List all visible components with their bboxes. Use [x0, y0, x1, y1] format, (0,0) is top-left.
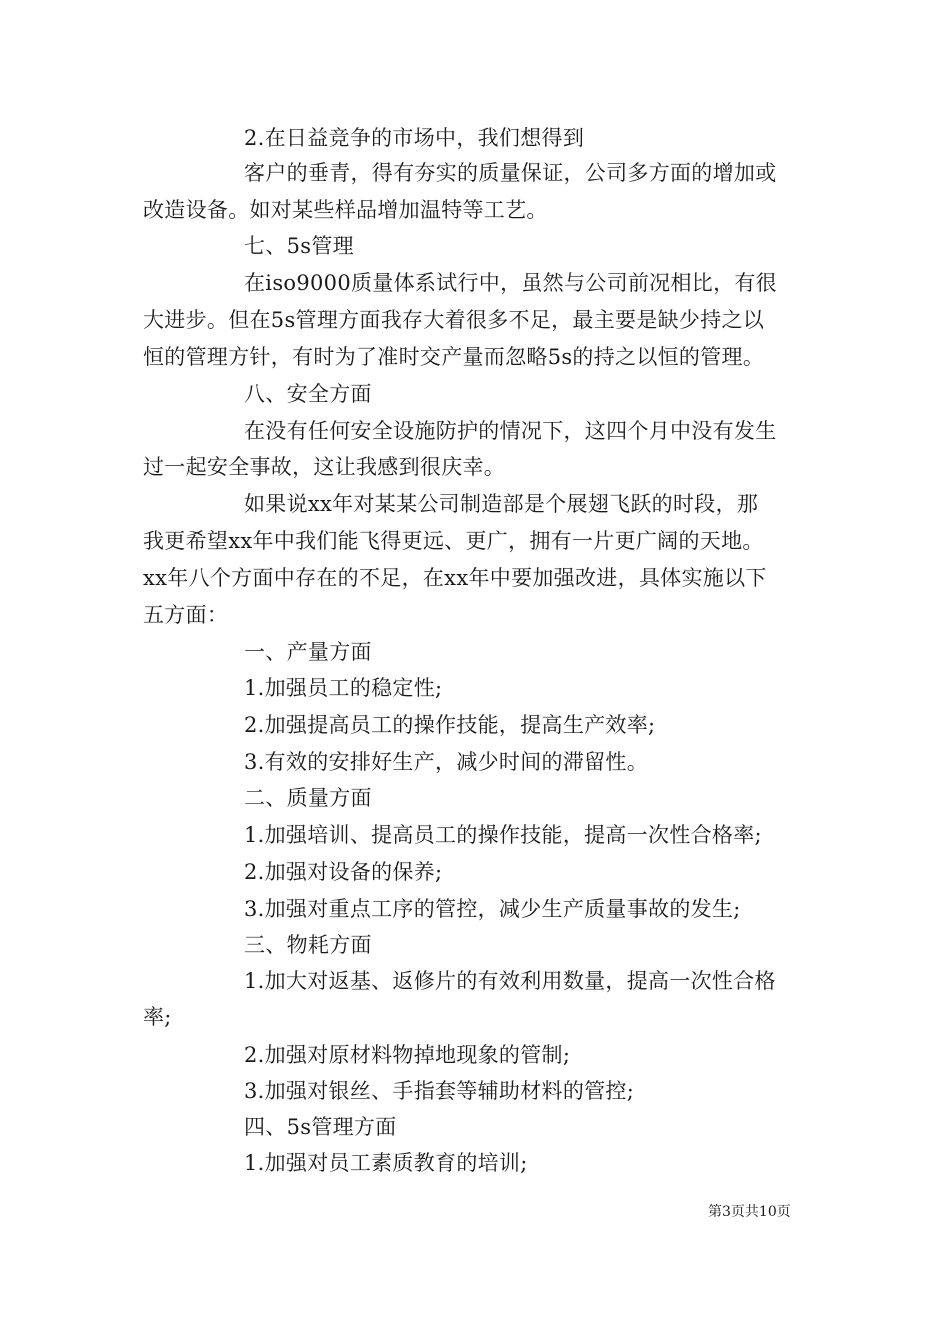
- list-item: 2.加强对原材料物掉地现象的管制;: [244, 1043, 571, 1067]
- paragraph-line: 大进步。但在5s管理方面我存大着很多不足，最主要是缺少持之以: [143, 308, 765, 332]
- list-item: 1.加强对员工素质教育的培训;: [244, 1151, 528, 1175]
- paragraph-line: 改造设备。如对某些样品增加温特等工艺。: [143, 198, 548, 222]
- paragraph-line: 如果说xx年对某某公司制造部是个展翅飞跃的时段，那: [244, 492, 759, 516]
- paragraph-line: 过一起安全事故，这让我感到很庆幸。: [143, 455, 506, 479]
- paragraph-line: 恒的管理方针，有时为了准时交产量而忽略5s的持之以恒的管理。: [143, 345, 765, 369]
- section-heading: 八、安全方面: [244, 382, 372, 406]
- page-number: 第3页共10页: [708, 1204, 791, 1220]
- section-heading: 三、物耗方面: [244, 933, 372, 957]
- paragraph-line: 在iso9000质量体系试行中，虽然与公司前况相比，有很: [244, 271, 777, 295]
- section-heading: 一、产量方面: [244, 640, 372, 664]
- list-item: 1.加强培训、提高员工的操作技能，提高一次性合格率;: [244, 823, 762, 847]
- paragraph-line: 五方面：: [143, 603, 229, 627]
- list-item: 1.加强员工的稳定性;: [244, 676, 443, 700]
- paragraph-line: 客户的垂青，得有夯实的质量保证，公司多方面的增加或: [244, 161, 777, 185]
- section-heading: 二、质量方面: [244, 786, 372, 810]
- list-item: 2.加强提高员工的操作技能，提高生产效率;: [244, 713, 656, 737]
- paragraph-line: 我更希望xx年中我们能飞得更远、更广，拥有一片更广阔的天地。: [143, 529, 764, 553]
- section-heading: 四、5s管理方面: [244, 1115, 397, 1139]
- list-item: 3.加强对银丝、手指套等辅助材料的管控;: [244, 1079, 635, 1103]
- paragraph-line: 在没有任何安全设施防护的情况下，这四个月中没有发生: [244, 419, 777, 443]
- list-item: 2.加强对设备的保养;: [244, 860, 443, 884]
- paragraph-line: xx年八个方面中存在的不足，在xx年中要加强改进，具体实施以下: [143, 566, 767, 590]
- list-item: 1.加大对返基、返修片的有效利用数量，提高一次性合格: [244, 969, 776, 993]
- list-item: 3.有效的安排好生产，减少时间的滞留性。: [244, 750, 649, 774]
- section-heading: 七、5s管理: [244, 234, 354, 258]
- list-item: 3.加强对重点工序的管控，减少生产质量事故的发生;: [244, 897, 741, 921]
- paragraph-line: 2.在日益竞争的市场中，我们想得到: [244, 126, 585, 150]
- list-item-continuation: 率;: [143, 1005, 172, 1029]
